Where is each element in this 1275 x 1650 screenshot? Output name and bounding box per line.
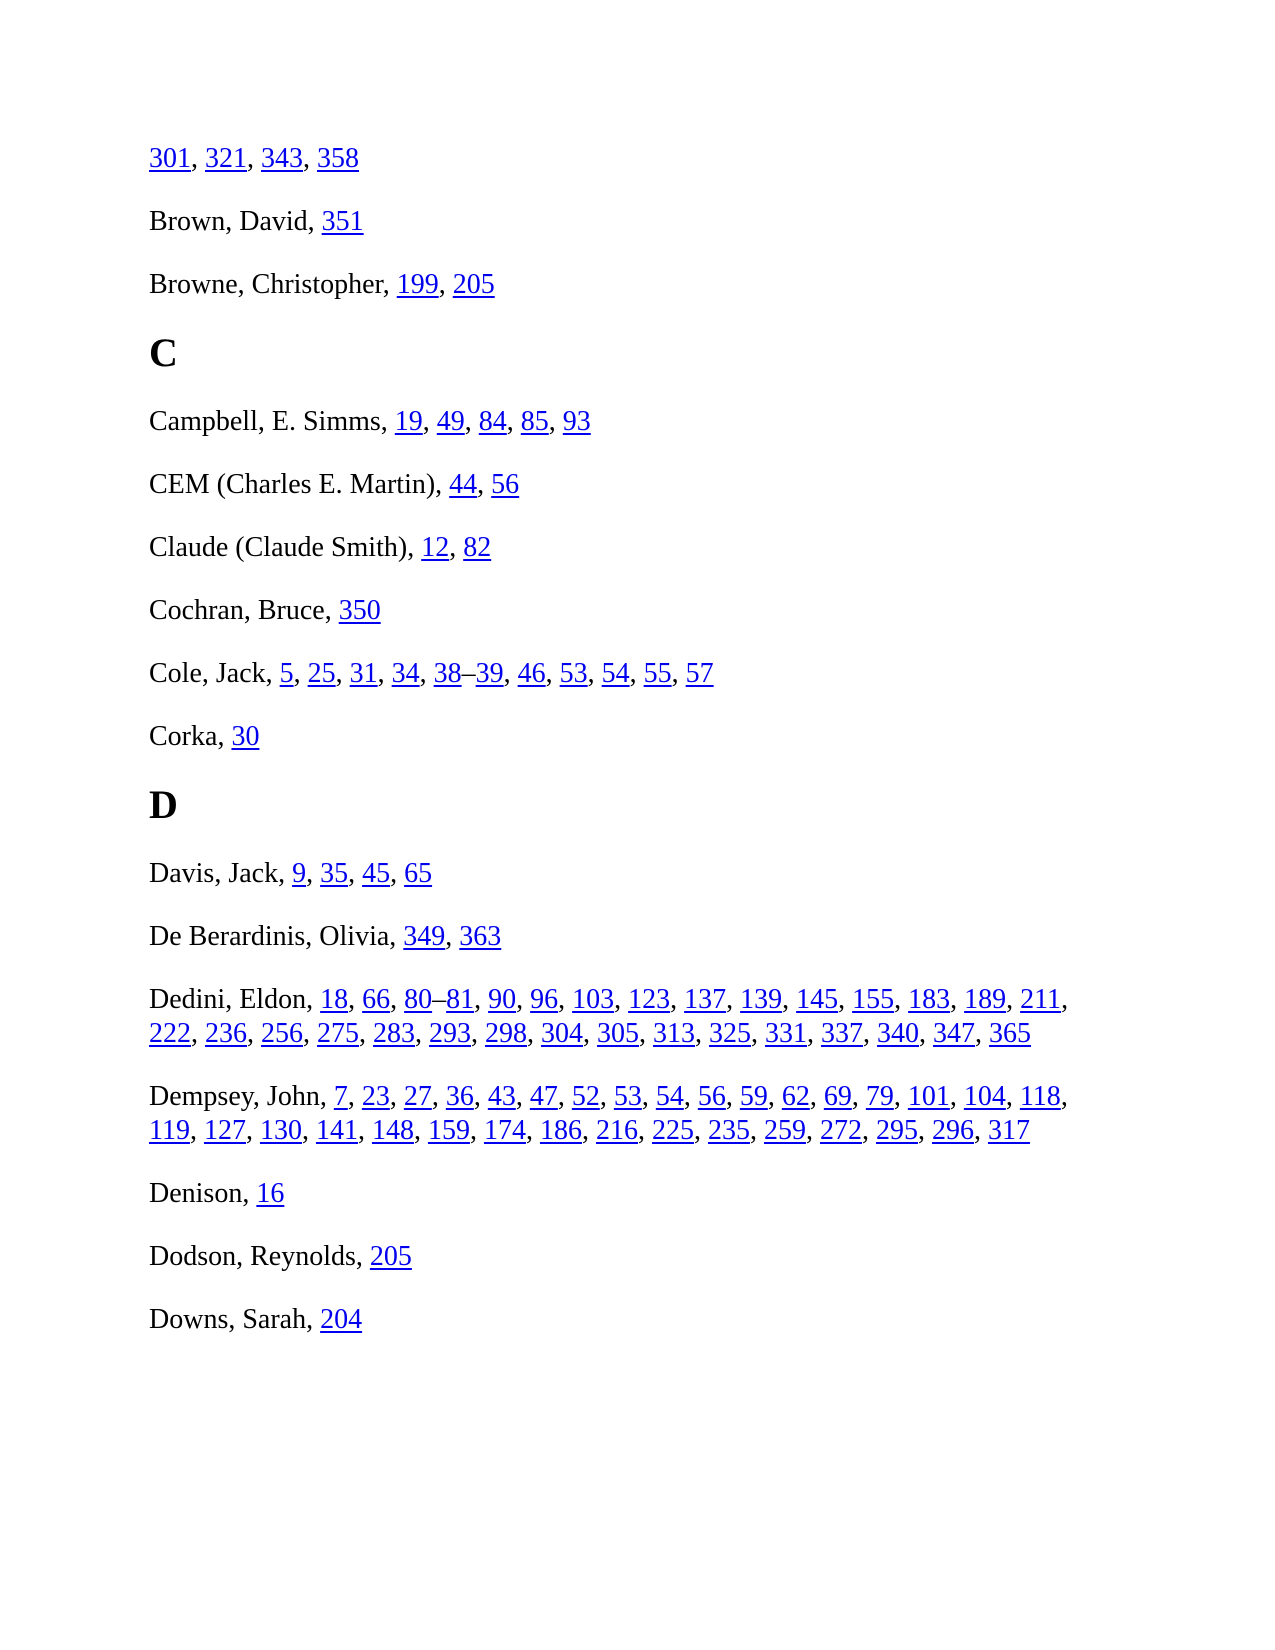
page-ref-link[interactable]: 321 [205, 143, 247, 174]
page-ref-link[interactable]: 225 [651, 1115, 694, 1146]
page-ref-link[interactable]: 340 [877, 1018, 919, 1049]
page-ref-link[interactable]: 47 [529, 1081, 558, 1112]
index-entry: Claude (Claude Smith), 12, 82 [149, 532, 492, 563]
page-ref-link[interactable]: 93 [562, 406, 591, 437]
page-ref-link[interactable]: 145 [796, 984, 839, 1015]
page-ref-link[interactable]: 57 [685, 658, 714, 689]
page-ref-link[interactable]: 38 [433, 658, 462, 689]
page-ref-link[interactable]: 298 [485, 1018, 527, 1049]
page-ref-link[interactable]: 16 [256, 1178, 285, 1209]
index-entry-name: Cochran, Bruce [149, 595, 325, 626]
page-ref-link[interactable]: 148 [371, 1115, 414, 1146]
index-entry: Dedini, Eldon, 18, 66, 80–81, 90, 96, 103, 123, 137, 139, 145, 155, 183, 189, 211, 222, 236, 256, 275, 283, 293, 298, 304, 305, 313, 325, 331, 337, 340, 347, 365 [149, 984, 1069, 1049]
page-ref-link[interactable]: 325 [709, 1018, 751, 1049]
index-entry-name: De Berardinis, Olivia [149, 921, 390, 952]
index-entry-name: CEM (Charles E. Martin) [149, 469, 436, 500]
page-ref-link[interactable]: 137 [684, 984, 727, 1015]
index-entry-name: Dedini, Eldon [149, 984, 307, 1015]
page-ref-link[interactable]: 43 [487, 1081, 516, 1112]
index-page [149, 142, 1109, 1366]
page-ref-link[interactable]: 183 [908, 984, 951, 1015]
page-ref-link[interactable]: 7 [333, 1081, 348, 1112]
page-ref-link[interactable]: 80 [404, 984, 433, 1015]
page-ref-link[interactable]: 44 [449, 469, 478, 500]
page-ref-link[interactable]: 301 [149, 143, 191, 174]
page-ref-link[interactable]: 82 [463, 532, 492, 563]
page-ref-link[interactable]: 62 [781, 1081, 810, 1112]
index-entry: Cole, Jack, 5, 25, 31, 34, 38–39, 46, 53, 54, 55, 57 [149, 658, 714, 689]
page-ref-link[interactable]: 186 [539, 1115, 582, 1146]
page-ref-link[interactable]: 139 [740, 984, 783, 1015]
page-ref-link[interactable]: 19 [394, 406, 423, 437]
page-ref-link[interactable]: 54 [601, 658, 630, 689]
page-ref-link[interactable]: 205 [452, 269, 495, 300]
page-ref-link[interactable]: 159 [427, 1115, 470, 1146]
page-ref-link[interactable]: 9 [292, 858, 307, 889]
page-ref-link[interactable]: 25 [307, 658, 336, 689]
page-ref-link[interactable]: 30 [231, 721, 260, 752]
page-ref-link[interactable]: 272 [819, 1115, 862, 1146]
index-entry: Dodson, Reynolds, 205 [149, 1241, 412, 1272]
page-ref-link[interactable]: 118 [1019, 1081, 1061, 1112]
page-ref-link[interactable]: 141 [315, 1115, 358, 1146]
page-ref-link[interactable]: 351 [321, 206, 364, 237]
page-ref-link[interactable]: 5 [279, 658, 294, 689]
page-ref-link[interactable]: 59 [739, 1081, 768, 1112]
index-entry: Campbell, E. Simms, 19, 49, 84, 85, 93 [149, 406, 591, 437]
page-ref-link[interactable]: 45 [362, 858, 391, 889]
page-ref-link[interactable]: 222 [149, 1018, 191, 1049]
index-entry-name: Downs, Sarah [149, 1304, 307, 1335]
page-ref-link[interactable]: 53 [613, 1081, 642, 1112]
page-ref-link[interactable]: 54 [655, 1081, 684, 1112]
index-letter-heading: C [149, 330, 178, 375]
page-ref-link[interactable]: 56 [491, 469, 520, 500]
page-ref-link[interactable]: 216 [595, 1115, 638, 1146]
page-ref-link[interactable]: 304 [541, 1018, 583, 1049]
index-entry: Dempsey, John, 7, 23, 27, 36, 43, 47, 52, 53, 54, 56, 59, 62, 69, 79, 101, 104, 118, 119, 127, 130, 141, 148, 159, 174, 186, 216, 225, 235, 259, 272, 295, 296, 317 [149, 1081, 1068, 1146]
page-ref-link[interactable]: 127 [203, 1115, 246, 1146]
page-ref-link[interactable]: 174 [483, 1115, 526, 1146]
page-ref-link[interactable]: 81 [446, 984, 475, 1015]
index-entry: Browne, Christopher, 199, 205 [149, 269, 495, 300]
page-ref-link[interactable]: 275 [317, 1018, 359, 1049]
page-ref-link[interactable]: 52 [571, 1081, 600, 1112]
page-ref-link[interactable]: 34 [391, 658, 420, 689]
index-entry-name: Brown, David [149, 206, 308, 237]
page-ref-link[interactable]: 104 [963, 1081, 1006, 1112]
page-ref-link[interactable]: 36 [445, 1081, 474, 1112]
page-ref-link[interactable]: 90 [488, 984, 517, 1015]
index-letter-heading: D [149, 782, 178, 827]
index-entry: Downs, Sarah, 204 [149, 1304, 363, 1335]
page-ref-link[interactable]: 211 [1020, 984, 1062, 1015]
page-ref-link[interactable]: 259 [763, 1115, 806, 1146]
page-ref-link[interactable]: 205 [369, 1241, 412, 1272]
page-ref-link[interactable]: 343 [261, 143, 303, 174]
page-ref-link[interactable]: 18 [320, 984, 349, 1015]
page-ref-link[interactable]: 123 [628, 984, 671, 1015]
page-ref-link[interactable]: 65 [404, 858, 433, 889]
page-ref-link[interactable]: 119 [149, 1115, 190, 1146]
index-entry: CEM (Charles E. Martin), 44, 56 [149, 469, 520, 500]
index-entry: Corka, 30 [149, 721, 260, 752]
page-ref-link[interactable]: 199 [396, 269, 439, 300]
page-ref-link[interactable]: 101 [907, 1081, 950, 1112]
index-entry: Brown, David, 351 [149, 206, 364, 237]
index-entry: De Berardinis, Olivia, 349, 363 [149, 921, 502, 952]
index-entry-name: Davis, Jack [149, 858, 279, 889]
page-ref-link[interactable]: 295 [875, 1115, 918, 1146]
page-ref-link[interactable]: 204 [320, 1304, 363, 1335]
page-ref-link[interactable]: 46 [517, 658, 546, 689]
index-entry-name: Claude (Claude Smith) [149, 532, 408, 563]
index-entry-name: Cole, Jack [149, 658, 266, 689]
page-ref-link[interactable]: 27 [403, 1081, 432, 1112]
page-ref-link[interactable]: 313 [653, 1018, 695, 1049]
page-ref-link[interactable]: 23 [361, 1081, 390, 1112]
page-ref-link[interactable]: 155 [852, 984, 895, 1015]
index-entry-name: Browne, Christopher [149, 269, 383, 300]
page-ref-link[interactable]: 49 [436, 406, 465, 437]
page-ref-link[interactable]: 235 [707, 1115, 750, 1146]
page-ref-link[interactable]: 96 [530, 984, 559, 1015]
page-ref-link[interactable]: 66 [362, 984, 391, 1015]
page-ref-link[interactable]: 293 [429, 1018, 471, 1049]
page-ref-link[interactable]: 305 [597, 1018, 639, 1049]
index-entry: Davis, Jack, 9, 35, 45, 65 [149, 858, 433, 889]
page-ref-link[interactable]: 331 [765, 1018, 807, 1049]
index-entry: Cochran, Bruce, 350 [149, 595, 381, 626]
page-ref-link[interactable]: 35 [320, 858, 349, 889]
page-ref-link[interactable]: 365 [989, 1018, 1031, 1049]
index-entry-name: Dempsey, John [149, 1081, 320, 1112]
page-ref-link[interactable]: 358 [317, 143, 359, 174]
page-ref-link[interactable]: 130 [259, 1115, 302, 1146]
index-entry: 301, 321, 343, 358 [149, 143, 359, 174]
page-ref-link[interactable]: 349 [403, 921, 446, 952]
page-ref-link[interactable]: 79 [865, 1081, 894, 1112]
page-ref-link[interactable]: 350 [338, 595, 381, 626]
page-ref-link[interactable]: 296 [931, 1115, 974, 1146]
page-ref-link[interactable]: 363 [459, 921, 502, 952]
index-entry-name: Denison [149, 1178, 243, 1209]
index-entry: Denison, 16 [149, 1178, 285, 1209]
page-ref-link[interactable]: 283 [373, 1018, 415, 1049]
page-ref-link[interactable]: 347 [933, 1018, 975, 1049]
index-entry-name: Corka [149, 721, 218, 752]
page-ref-link[interactable]: 53 [559, 658, 588, 689]
page-ref-link[interactable]: 39 [475, 658, 504, 689]
page-ref-link[interactable]: 69 [823, 1081, 852, 1112]
index-entry-name: Campbell, E. Simms [149, 406, 381, 437]
page-ref-link[interactable]: 337 [821, 1018, 863, 1049]
page-ref-link[interactable]: 317 [987, 1115, 1030, 1146]
page-ref-link[interactable]: 12 [421, 532, 450, 563]
index-entry-name: Dodson, Reynolds [149, 1241, 356, 1272]
page-ref-link[interactable]: 84 [478, 406, 507, 437]
page-ref-link[interactable]: 103 [572, 984, 615, 1015]
page-ref-link[interactable]: 189 [964, 984, 1007, 1015]
page-ref-link[interactable]: 236 [205, 1018, 247, 1049]
page-ref-link[interactable]: 56 [697, 1081, 726, 1112]
page-ref-link[interactable]: 256 [261, 1018, 303, 1049]
page-ref-link[interactable]: 85 [520, 406, 549, 437]
page-ref-link[interactable]: 55 [643, 658, 672, 689]
page-ref-link[interactable]: 31 [349, 658, 378, 689]
